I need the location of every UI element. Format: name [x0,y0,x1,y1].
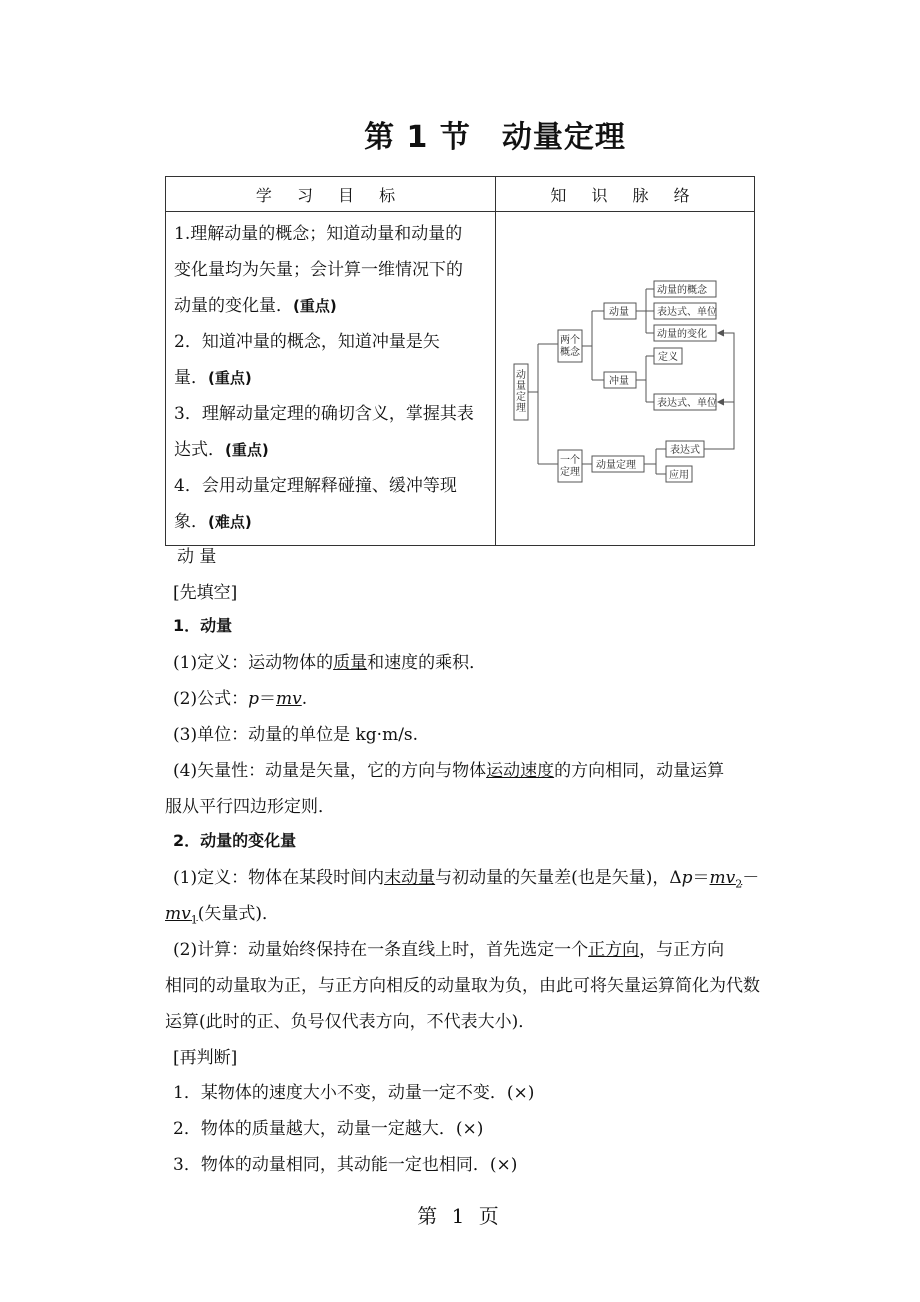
map-expression: 表达式 [670,445,700,456]
map-momentum-change: 动量的变化 [657,329,707,340]
item1-title: 1．动量 [173,616,233,635]
goal-line: 量．(重点) [174,368,252,388]
section-heading: 动 量 [177,547,217,567]
header-map: 知 识 脉 络 [496,177,755,212]
map-two-concepts: 两个概念 [560,335,580,358]
map-definition: 定义 [658,352,678,363]
page-footer: 第 1 页 [417,1204,503,1228]
map-expr-unit-2: 表达式、单位 [657,398,717,409]
item2-title: 2．动量的变化量 [173,831,297,850]
fill-blank-label: [先填空] [173,583,238,603]
judge-item: 2．物体的质量越大，动量一定越大．(×) [173,1119,484,1139]
item1-formula: (2)公式：p＝mv. [173,689,308,709]
knowledge-map-cell [496,212,755,546]
judge-item: 3．物体的动量相同，其动能一定也相同．(×) [173,1155,518,1175]
goals-cell [166,212,496,546]
item1-definition: (1)定义：运动物体的质量和速度的乘积． [173,653,487,673]
map-root: 动量定理 [516,370,526,414]
goal-line: 变化量均为矢量；会计算一维情况下的 [174,260,463,280]
map-momentum-concept: 动量的概念 [657,285,707,296]
goal-line: 象．(难点) [174,512,252,532]
page-title: 第 1 节 动量定理 [364,120,626,155]
item1-unit: (3)单位：动量的单位是 kg·m/s. [173,725,419,745]
header-goals: 学 习 目 标 [166,177,496,212]
goal-line: 动量的变化量．(重点) [174,296,337,316]
item2-calc-line2: 相同的动量取为正，与正方向相反的动量取为负，由此可将矢量运算简化为代数 [165,976,760,996]
map-impulse: 冲量 [609,376,629,387]
goals-table [165,176,755,546]
judge-label: [再判断] [173,1048,238,1068]
map-momentum: 动量 [609,307,629,318]
goal-line: 1.理解动量的概念；知道动量和动量的 [174,224,463,244]
map-application: 应用 [669,470,689,481]
item2-calc-line3: 运算(此时的正、负号仅代表方向，不代表大小)． [165,1012,536,1032]
item2-definition: (1)定义：物体在某段时间内末动量与初动量的矢量差(也是矢量)，$\Delta p=mv_2-$ [173,868,760,891]
goal-line: 2．知道冲量的概念，知道冲量是矢 [174,332,440,352]
map-theorem: 动量定理 [596,460,636,471]
item1-vector: (4)矢量性：动量是矢量，它的方向与物体运动速度的方向相同，动量运算 [173,761,725,781]
goal-line: 达式．(重点) [174,440,269,460]
item2-definition-line2: $mv_1$(矢量式)． [165,904,279,927]
judge-item: 1．某物体的速度大小不变，动量一定不变．(×) [173,1083,535,1103]
item2-calc: (2)计算：动量始终保持在一条直线上时，首先选定一个正方向，与正方向 [173,940,725,960]
knowledge-map-diagram [496,212,754,540]
map-expr-unit-1: 表达式、单位 [657,307,717,318]
goal-line: 3．理解动量定理的确切含义，掌握其表 [174,404,474,424]
goal-line: 4．会用动量定理解释碰撞、缓冲等现 [174,476,457,496]
map-one-theorem: 一个定理 [560,455,580,478]
item1-vector-line2: 服从平行四边形定则． [165,797,335,817]
